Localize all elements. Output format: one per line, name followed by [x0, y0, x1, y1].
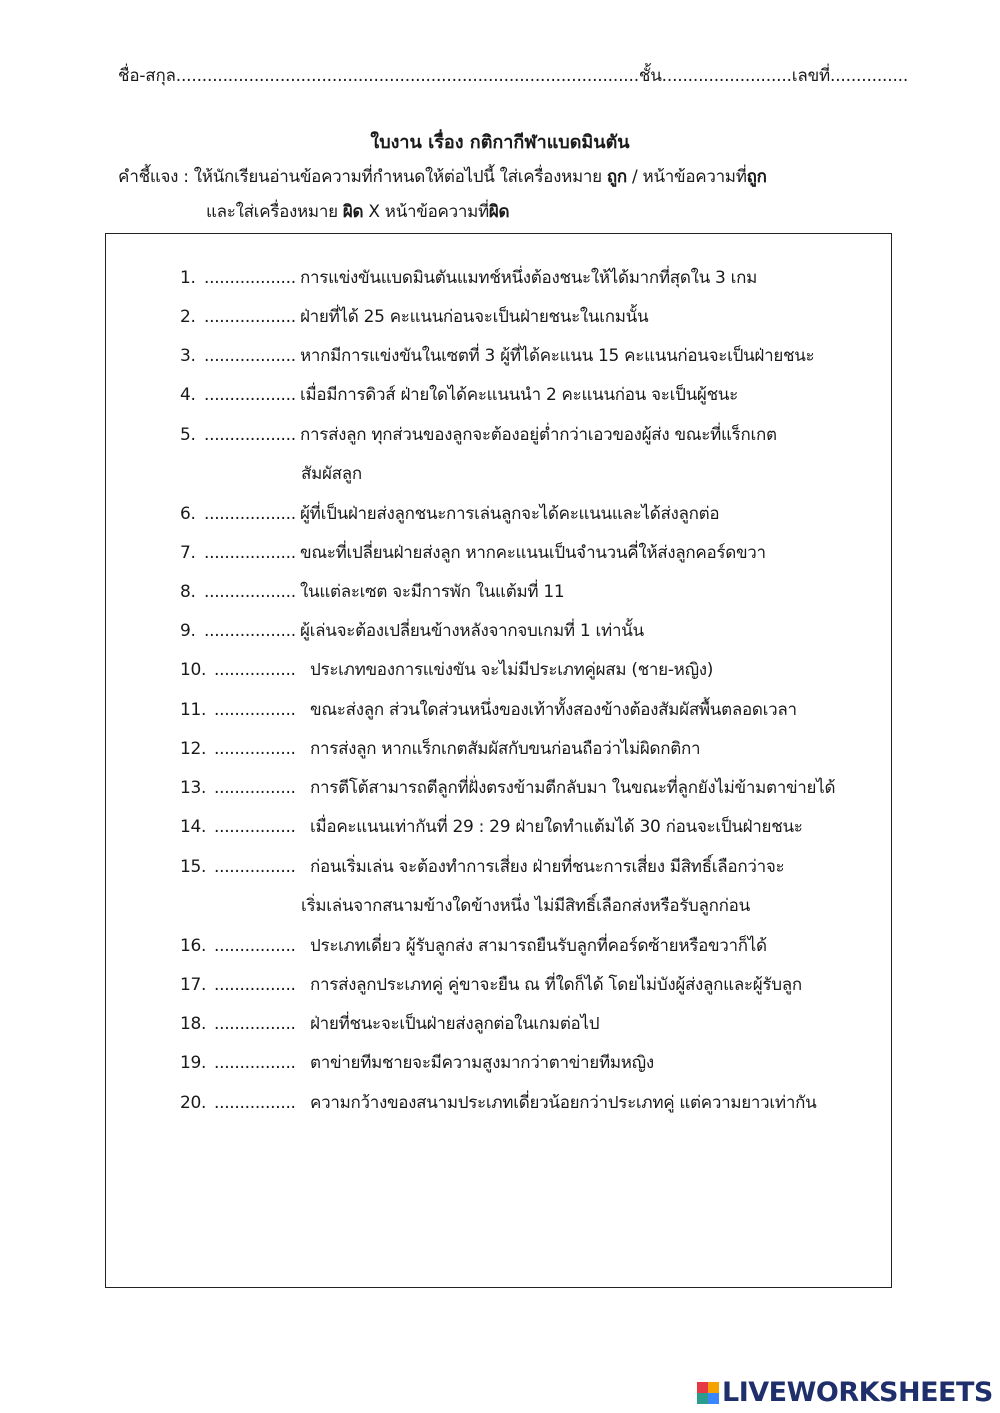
question-statement: ประเภทของการแข่งขัน จะไม่มีประเภทคู่ผสม (ชาย-หญิง) [310, 660, 714, 680]
question-item [180, 620, 644, 642]
question-item [180, 699, 797, 721]
question-item [180, 659, 713, 681]
question-item [180, 542, 766, 564]
question-item [180, 384, 738, 406]
liveworksheets-logo [697, 1378, 993, 1408]
question-number: 6. [180, 504, 196, 524]
question-number: 18. [180, 1014, 207, 1034]
question-number: 16. [180, 936, 207, 956]
question-statement: ขณะที่เปลี่ยนฝ่ายส่งลูก หากคะแนนเป็นจำนวนคี่ให้ส่งลูกคอร์ดขวา [300, 543, 766, 563]
question-number: 10. [180, 660, 207, 680]
answer-blank[interactable]: ................ [214, 1093, 296, 1113]
answer-blank[interactable]: .................. [204, 385, 296, 405]
answer-blank[interactable]: .................. [204, 307, 296, 327]
question-item [180, 345, 814, 367]
question-statement: หากมีการแข่งขันในเซตที่ 3 ผู้ที่ได้คะแนน 15 คะแนนก่อนจะเป็นฝ่ายชนะ [300, 346, 815, 366]
instruction-bold-correct: ถูก [746, 167, 767, 187]
question-statement: ผู้เล่นจะต้องเปลี่ยนข้างหลังจากจบเกมที่ 1 เท่านั้น [300, 621, 644, 641]
question-item [180, 738, 700, 760]
question-item [180, 306, 648, 328]
question-number: 8. [180, 582, 196, 602]
question-item [180, 424, 777, 446]
answer-blank[interactable]: ................ [214, 857, 296, 877]
question-statement: ก่อนเริ่มเล่น จะต้องทำการเสี่ยง ฝ่ายที่ชนะการเสี่ยง มีสิทธิ์เลือกว่าจะ [310, 857, 785, 877]
logo-square [708, 1382, 719, 1393]
instruction-bold-wrong: ผิด [488, 202, 510, 222]
question-number: 5. [180, 425, 196, 445]
question-number: 11. [180, 700, 207, 720]
question-statement-continued: เริ่มเล่นจากสนามข้างใดข้างหนึ่ง ไม่มีสิทธิ์เลือกส่งหรือรับลูกก่อน [301, 896, 750, 916]
question-number: 12. [180, 739, 207, 759]
question-number: 2. [180, 307, 196, 327]
instruction-line-2 [206, 198, 906, 225]
answer-blank[interactable]: ................ [214, 660, 296, 680]
answer-blank[interactable]: .................. [204, 582, 296, 602]
answer-blank[interactable]: ................ [214, 778, 296, 798]
question-number: 4. [180, 385, 196, 405]
answer-blank[interactable]: .................. [204, 268, 296, 288]
question-statement: การส่งลูก ทุกส่วนของลูกจะต้องอยู่ต่ำกว่าเอวของผู้ส่ง ขณะที่แร็กเกต [300, 425, 777, 445]
logo-square [708, 1393, 719, 1404]
question-number: 9. [180, 621, 196, 641]
answer-blank[interactable]: .................. [204, 346, 296, 366]
answer-blank[interactable]: ................ [214, 1014, 296, 1034]
question-statement: การส่งลูก หากแร็กเกตสัมผัสกับขนก่อนถือว่าไม่ผิดกติกา [310, 739, 701, 759]
answer-blank[interactable]: .................. [204, 504, 296, 524]
question-statement: ขณะส่งลูก ส่วนใดส่วนหนึ่งของเท้าทั้งสองข้างต้องสัมผัสพื้นตลอดเวลา [310, 700, 797, 720]
question-statement: การส่งลูกประเภทคู่ คู่ขาจะยืน ณ ที่ใดก็ได้ โดยไม่บังผู้ส่งลูกและผู้รับลูก [310, 975, 802, 995]
logo-text: LIVEWORKSHEETS [722, 1377, 993, 1408]
question-item [180, 777, 835, 799]
instruction-bold-wrong: ผิด [342, 202, 364, 222]
question-item [180, 1013, 599, 1035]
answer-blank[interactable]: ................ [214, 936, 296, 956]
question-statement: การตีโต้สามารถตีลูกที่ฝั่งตรงข้ามตีกลับมา ในขณะที่ลูกยังไม่ข้ามตาข่ายได้ [310, 778, 836, 798]
question-statement: ในแต่ละเซต จะมีการพัก ในแต้มที่ 11 [300, 582, 565, 602]
answer-blank[interactable]: .................. [204, 425, 296, 445]
question-item [180, 856, 784, 878]
question-number: 20. [180, 1093, 207, 1113]
question-statement: การแข่งขันแบดมินตันแมทช์หนึ่งต้องชนะให้ได้มากที่สุดใน 3 เกม [300, 268, 758, 288]
question-item [180, 974, 802, 996]
question-item [180, 581, 564, 603]
question-item [180, 1052, 654, 1074]
question-item [180, 503, 719, 525]
answer-blank[interactable]: ................ [214, 817, 296, 837]
question-statement: เมื่อมีการดิวส์ ฝ่ายใดได้คะแนนนำ 2 คะแนนก่อน จะเป็นผู้ชนะ [300, 385, 738, 405]
instruction-line-1 [118, 163, 978, 190]
question-statement: ผู้ที่เป็นฝ่ายส่งลูกชนะการเล่นลูกจะได้คะแนนและได้ส่งลูกต่อ [300, 504, 720, 524]
question-item [180, 935, 767, 957]
question-statement: ประเภทเดี่ยว ผู้รับลูกส่ง สามารถยืนรับลูกที่คอร์ดซ้ายหรือขวาก็ได้ [310, 936, 767, 956]
question-statement: เมื่อคะแนนเท่ากันที่ 29 : 29 ฝ่ายใดทำแต้มได้ 30 ก่อนจะเป็นฝ่ายชนะ [310, 817, 803, 837]
question-statement: ตาข่ายทีมชายจะมีความสูงมากว่าตาข่ายทีมหญิง [310, 1053, 654, 1073]
question-number: 14. [180, 817, 207, 837]
worksheet-title: ใบงาน เรื่อง กติกากีฬาแบดมินตัน [370, 132, 630, 153]
answer-blank[interactable]: ................ [214, 700, 296, 720]
question-statement: ฝ่ายที่ชนะจะเป็นฝ่ายส่งลูกต่อในเกมต่อไป [310, 1014, 600, 1034]
question-number: 15. [180, 857, 207, 877]
answer-blank[interactable]: .................. [204, 621, 296, 641]
instruction-bold-correct: ถูก [606, 167, 627, 187]
question-item [180, 816, 803, 838]
question-number: 13. [180, 778, 207, 798]
question-number: 1. [180, 268, 196, 288]
question-number: 3. [180, 346, 196, 366]
instruction-text: คำชี้แจง : ให้นักเรียนอ่านข้อความที่กำหนดให้ต่อไปนี้ ใส่เครื่องหมาย [118, 167, 607, 187]
instruction-text: และใส่เครื่องหมาย [206, 202, 343, 222]
question-statement: ฝ่ายที่ได้ 25 คะแนนก่อนจะเป็นฝ่ายชนะในเกมนั้น [300, 307, 649, 327]
answer-blank[interactable]: ................ [214, 739, 296, 759]
question-statement-continued: สัมผัสลูก [301, 464, 362, 484]
student-info-line: ชื่อ-สกุล.........................................................................................ชั้น.........................เลขที่............... [118, 66, 909, 86]
question-statement: ความกว้างของสนามประเภทเดี่ยวน้อยกว่าประเภทคู่ แต่ความยาวเท่ากัน [310, 1093, 817, 1113]
answer-blank[interactable]: ................ [214, 1053, 296, 1073]
question-item [180, 1092, 816, 1114]
liveworksheets-mark-icon [697, 1382, 719, 1404]
answer-blank[interactable]: ................ [214, 975, 296, 995]
instruction-text: X หน้าข้อความที่ [363, 202, 489, 222]
answer-blank[interactable]: .................. [204, 543, 296, 563]
question-item [180, 267, 757, 289]
question-number: 19. [180, 1053, 207, 1073]
question-number: 7. [180, 543, 196, 563]
instruction-text: / หน้าข้อความที่ [626, 167, 747, 187]
question-number: 17. [180, 975, 207, 995]
logo-square [697, 1393, 708, 1404]
logo-square [697, 1382, 708, 1393]
